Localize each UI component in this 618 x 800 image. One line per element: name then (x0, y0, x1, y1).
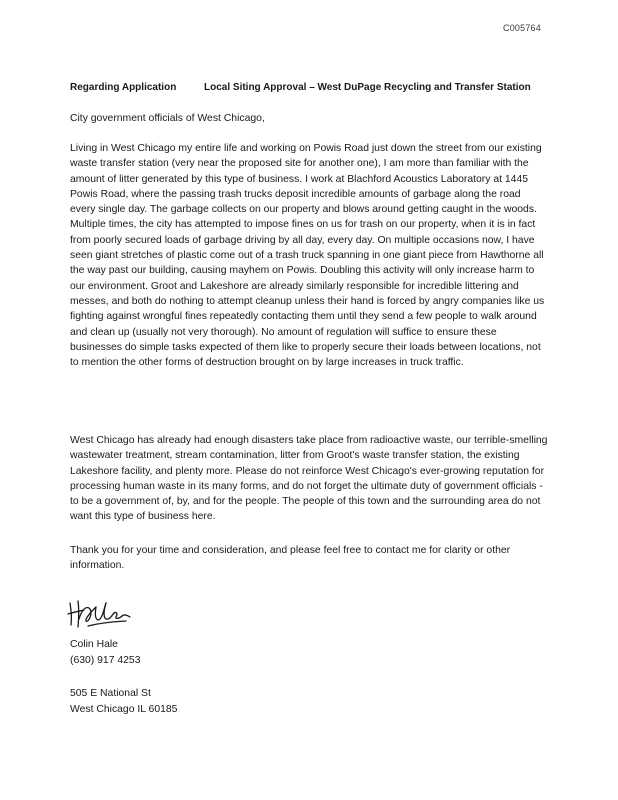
address-block (70, 686, 177, 717)
body-paragraph-1: Living in West Chicago my entire life and working on Powis Road just down the street from our existing waste transfer station (very near the proposed site for another one), I am more than familiar with the amount of litter generated by this type of business. I work at Blachford Acoustics Laboratory at 1445 Powis Road, where the passing trash trucks deposit incredible amounts of garbage along the road every single day. The garbage collects on our property and blows around getting caught in the woods. Multiple times, the city has attempted to impose fines on us for trash on our property, when it is in fact from poorly secured loads of garbage driving by all day, every day. On multiple occasions now, I have seen giant stretches of plastic come out of a trash truck spanning in one giant piece from Hawthorne all the way past our building, causing mayhem on Powis. Doubling this activity will only increase harm to our environment. Groot and Lakeshore are already similarly responsible for incredible littering and messes, and both do nothing to attempt cleanup unless their hand is forced by angry companies like us fighting against wrongful fines repeatedly contacting them until they send a few people to walk around and clean up (usually not very thorough). No amount of regulation will suffice to ensure these businesses do simple tasks expected of them like to properly secure their loads between locations, not to mention the other forms of destruction brought on by large increases in truck traffic. (70, 143, 545, 369)
document-id: C005764 (503, 23, 541, 33)
subject-line (70, 82, 590, 93)
signer-phone: (630) 917 4253 (70, 654, 141, 666)
address-city-line: West Chicago IL 60185 (70, 703, 178, 715)
subject-title: Local Siting Approval – West DuPage Recycling and Transfer Station (204, 82, 531, 93)
body-paragraph-2: West Chicago has already had enough disasters take place from radioactive waste, our terrible-smelling wastewater treatment, stream contamination, litter from Groot's waste transfer station, the existing Lakeshore facility, and plenty more. Please do not reinforce West Chicago's ever-growing reputation for processing human waste in its many forms, and do not forget the ultimate duty of government officials - to be a government of, by, and for the people. The people of this town and the surrounding area do not want this type of business here. (70, 435, 548, 523)
signature-block (70, 637, 140, 668)
body-paragraph-3: Thank you for your time and consideration, and please feel free to contact me for clarity or other information. (70, 545, 511, 572)
address-street: 505 E National St (70, 688, 151, 699)
subject-lead: Regarding Application (70, 82, 177, 93)
salutation: City government officials of West Chicago, (70, 113, 265, 124)
signer-name: Colin Hale (70, 639, 118, 650)
handwritten-signature (66, 597, 136, 631)
